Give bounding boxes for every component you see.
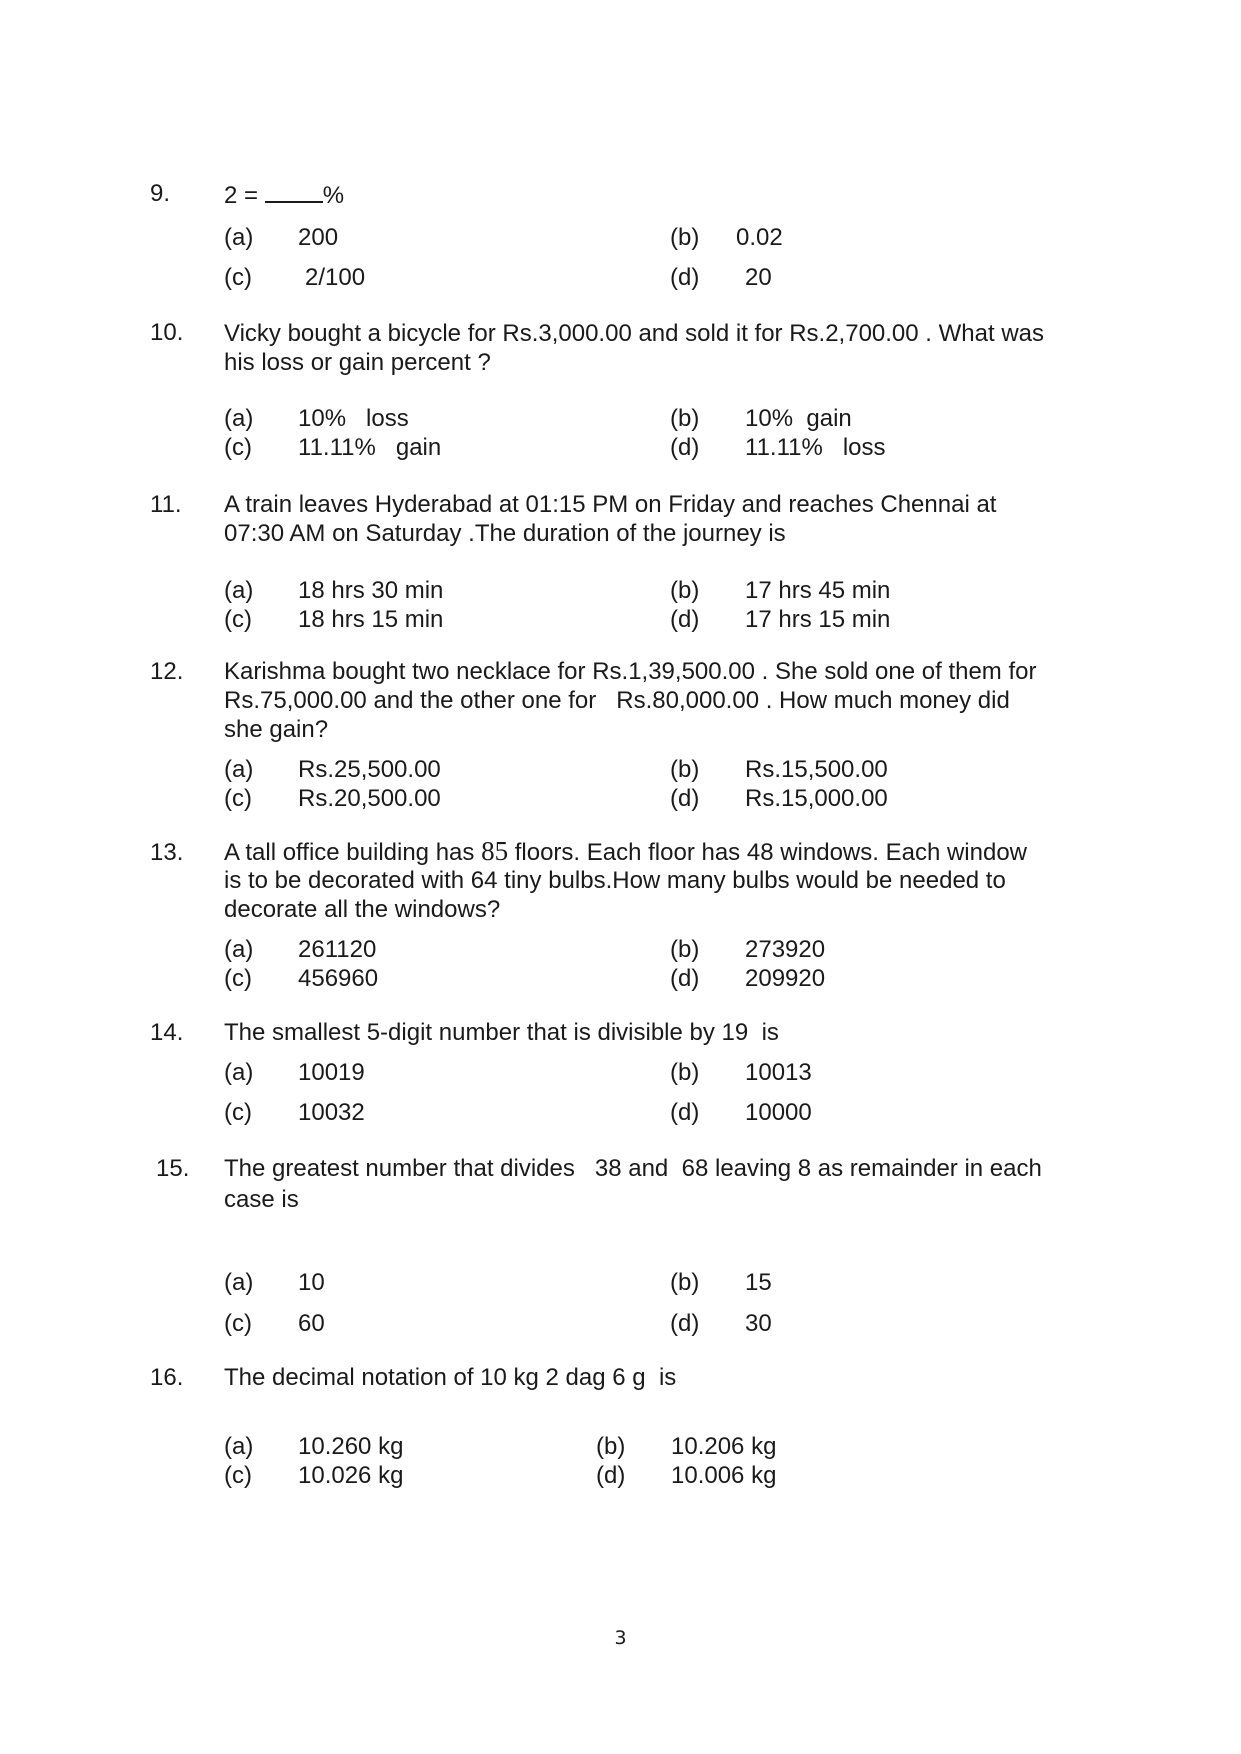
option-value: Rs.15,500.00 xyxy=(745,756,888,783)
floor-count: 85 xyxy=(481,836,509,866)
option-label: (d) xyxy=(670,1310,700,1337)
question-text-line xyxy=(224,837,1027,867)
option-label: (c) xyxy=(224,606,252,633)
option-label: (b) xyxy=(670,936,700,963)
question-text-line: Rs.75,000.00 and the other one for Rs.80,000.00 . How much money did xyxy=(224,687,1010,714)
option-value: 209920 xyxy=(745,965,826,992)
option-label: (d) xyxy=(596,1462,626,1489)
option-value: 10.260 kg xyxy=(298,1433,404,1460)
question-number: 16. xyxy=(150,1364,184,1391)
option-label: (c) xyxy=(224,264,252,291)
option-value: 10032 xyxy=(298,1099,365,1126)
question-text-prefix: 2 = xyxy=(224,182,265,209)
answer-blank xyxy=(265,181,323,203)
option-value: 0.02 xyxy=(736,224,783,251)
option-label: (d) xyxy=(670,1099,700,1126)
option-label: (a) xyxy=(224,1433,254,1460)
option-label: (d) xyxy=(670,606,700,633)
option-label: (a) xyxy=(224,756,254,783)
option-label: (c) xyxy=(224,965,252,992)
option-value: 10.006 kg xyxy=(671,1462,777,1489)
question-text-line: Karishma bought two necklace for Rs.1,39,500.00 . She sold one of them for xyxy=(224,658,1037,685)
option-value: Rs.25,500.00 xyxy=(298,756,441,783)
question-text-suffix: floors. Each floor has 48 windows. Each window xyxy=(508,839,1027,866)
question-number: 10. xyxy=(150,319,184,346)
option-value: 18 hrs 15 min xyxy=(298,606,444,633)
option-label: (a) xyxy=(224,224,254,251)
option-value: 10% gain xyxy=(745,405,852,432)
question-number: 12. xyxy=(150,658,184,685)
option-value: 10013 xyxy=(745,1059,812,1086)
option-value: 261120 xyxy=(298,936,377,963)
option-value: 2/100 xyxy=(305,264,366,291)
question-text-line: decorate all the windows? xyxy=(224,896,501,923)
option-value: 11.11% gain xyxy=(298,434,442,461)
divisor-number: 68 xyxy=(681,1155,709,1182)
option-label: (b) xyxy=(670,405,700,432)
option-value: 10.206 kg xyxy=(671,1433,777,1460)
option-value: 11.11% loss xyxy=(745,434,886,461)
question-number: 9. xyxy=(150,180,171,207)
option-label: (a) xyxy=(224,1059,254,1086)
option-label: (a) xyxy=(224,936,254,963)
option-value: 10% loss xyxy=(298,405,409,432)
option-value: 456960 xyxy=(298,965,379,992)
option-label: (b) xyxy=(670,577,700,604)
question-text-suffix: leaving 8 as remainder in each xyxy=(708,1155,1042,1182)
option-label: (c) xyxy=(224,1310,252,1337)
option-value: 60 xyxy=(298,1310,325,1337)
question-text-line: his loss or gain percent ? xyxy=(224,349,491,376)
option-value: 10.026 kg xyxy=(298,1462,404,1489)
option-label: (d) xyxy=(670,785,700,812)
question-text-line: she gain? xyxy=(224,716,329,743)
question-text-prefix: A tall office building has xyxy=(224,839,482,866)
option-value: 18 hrs 30 min xyxy=(298,577,444,604)
option-label: (b) xyxy=(596,1433,626,1460)
question-number: 11. xyxy=(150,491,182,518)
option-label: (b) xyxy=(670,224,700,251)
option-label: (a) xyxy=(224,405,254,432)
option-value: 10000 xyxy=(745,1099,812,1126)
question-text-line: A train leaves Hyderabad at 01:15 PM on Friday and reaches Chennai at xyxy=(224,491,997,518)
page-number: 3 xyxy=(614,1627,627,1649)
option-value: 30 xyxy=(745,1310,772,1337)
question-text-prefix: The greatest number that divides 38 and xyxy=(224,1155,682,1182)
option-value: Rs.20,500.00 xyxy=(298,785,441,812)
option-label: (d) xyxy=(670,264,700,291)
option-label: (c) xyxy=(224,434,252,461)
option-label: (c) xyxy=(224,1099,252,1126)
question-text-line: case is xyxy=(224,1186,299,1213)
question-text-line: The smallest 5-digit number that is divisible by 19 is xyxy=(224,1019,779,1046)
question-number: 15. xyxy=(156,1155,190,1182)
question-text-line: The decimal notation of 10 kg 2 dag 6 g is xyxy=(224,1364,677,1391)
question-text-line xyxy=(224,1154,1042,1183)
question-number: 13. xyxy=(150,839,184,866)
option-label: (b) xyxy=(670,756,700,783)
question-text-line: Vicky bought a bicycle for Rs.3,000.00 and sold it for Rs.2,700.00 . What was xyxy=(224,320,1044,347)
option-value: 10019 xyxy=(298,1059,365,1086)
question-text-line: is to be decorated with 64 tiny bulbs.How many bulbs would be needed to xyxy=(224,867,1006,894)
option-value: 15 xyxy=(745,1269,772,1296)
option-value: Rs.15,000.00 xyxy=(745,785,888,812)
question-number: 14. xyxy=(150,1019,184,1046)
option-value: 17 hrs 15 min xyxy=(745,606,891,633)
option-label: (b) xyxy=(670,1059,700,1086)
question-text xyxy=(224,181,344,210)
option-value: 10 xyxy=(298,1269,325,1296)
option-label: (b) xyxy=(670,1269,700,1296)
option-value: 200 xyxy=(298,224,339,251)
option-label: (d) xyxy=(670,965,700,992)
option-label: (c) xyxy=(224,1462,252,1489)
option-value: 273920 xyxy=(745,936,826,963)
option-value: 20 xyxy=(745,264,772,291)
option-label: (c) xyxy=(224,785,252,812)
option-label: (a) xyxy=(224,577,254,604)
question-text-line: 07:30 AM on Saturday .The duration of the journey is xyxy=(224,520,786,547)
option-value: 17 hrs 45 min xyxy=(745,577,891,604)
option-label: (a) xyxy=(224,1269,254,1296)
option-label: (d) xyxy=(670,434,700,461)
question-text-suffix: % xyxy=(322,182,345,209)
